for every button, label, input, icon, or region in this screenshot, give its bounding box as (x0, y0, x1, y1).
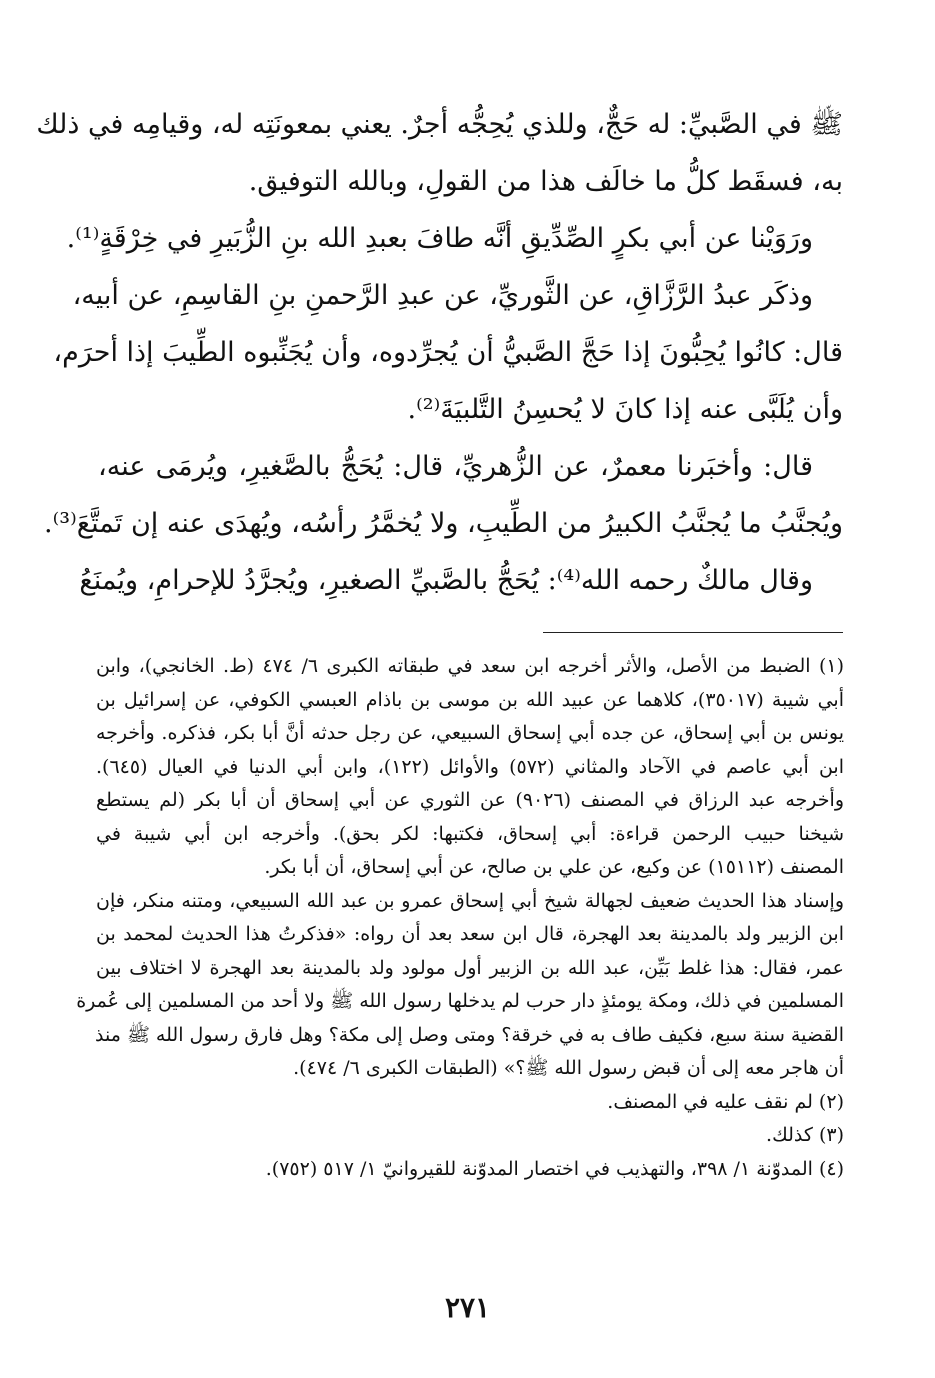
footnote-line: ابن أبي عاصم في الآحاد والمثاني (٥٧٢) والأوائل (١٢٢)، وابن أبي الدنيا في العيال (٦٤٥). (96, 755, 844, 778)
main-text-line: قال: وأخبَرنا معمرٌ، عن الزُّهريِّ، قال: يُحَجُّ بالصَّغيرِ، ويُرمَى عنه، (98, 451, 813, 482)
footnote-line: القضية سنة سبع، فكيف طاف به في خرقة؟ ومتى وصل إلى مكة؟ وهل فارق رسول الله ﷺ منذ (95, 1023, 844, 1046)
main-text-line: به، فسقَط كلُّ ما خالَف هذا من القولِ، وبالله التوفيق. (248, 166, 843, 197)
footnote-line: أبي شيبة (٣٥٠١٧)، كلاهما عن عبيد الله بن موسى بن باذام العبسي الكوفي، عن إسرائيل بن (96, 688, 845, 711)
main-text-line: ويُجنَّبُ ما يُجنَّبُ الكبيرُ من الطِّيبِ، ولا يُخمَّرُ رأسُه، ويُهدَى عنه إن تَمتَّعَ⁽³⁾. (44, 508, 843, 539)
main-text-line: ﷺ في الصَّبيِّ: له حَجٌّ، وللذي يُحِجُّه أجرٌ. يعني بمعونَتِه له، وقيامِه في ذلك (36, 109, 843, 140)
footnotes (76, 650, 845, 1186)
footnote-line: (١) الضبط من الأصل، والأثر أخرجه ابن سعد في طبقاته الكبرى ٦/ ٤٧٤ (ط. الخانجي)، وابن (96, 655, 844, 677)
footnote-divider (543, 632, 843, 633)
footnote-line: المصنف (١٥١١٢) عن وكيع، عن علي بن صالح، عن أبي إسحاق، أن أبا بكر. (264, 856, 844, 878)
footnote-line: (٣) كذلك. (766, 1124, 844, 1146)
footnote-line: وأخرجه عبد الرزاق في المصنف (٩٠٢٦) عن الثوري عن أبي إسحاق أن أبا بكر (لم يستطع (96, 789, 844, 811)
footnote-line: يونس بن أبي إسحاق، عن جده أبي إسحاق السبيعي، عن رجل حدثه أنَّ أبا بكر، فذكره. وأخرجه (96, 722, 844, 744)
footnote-line: وإسناد هذا الحديث ضعيف لجهالة شيخ أبي إسحاق عمرو بن عبد الله السبيعي، ومتنه منكر، فإن (96, 889, 844, 912)
footnote-line: شيخنا حبيب الرحمن قراءة: أبي إسحاق، فكتبها: لكر بحق). وأخرجه ابن أبي شيبة في (96, 822, 844, 845)
main-text-line: ورَوَيْنا عن أبي بكرٍ الصِّدِّيقِ أنَّه طافَ بعبدِ الله بنِ الزُّبَيرِ في خِرْقَةٍ⁽¹⁾. (66, 223, 813, 254)
main-text (36, 96, 843, 609)
footnote-line: المسلمين في ذلك، ومكة يومئذٍ دار حرب لم يدخلها رسول الله ﷺ ولا أحد من المسلمين إلى عُمرة (76, 990, 844, 1012)
footnote-line: ابن الزبير ولد بالمدينة بعد الهجرة، قال ابن سعد بعد أن رواه: «فذكرتُ هذا الحديث لمحمد بن (96, 923, 844, 945)
footnote-line: (٤) المدوّنة ١/ ٣٩٨، والتهذيب في اختصار المدوّنة للقيروانيّ ١/ ٥١٧ (٧٥٢). (265, 1157, 844, 1180)
footnote-line: أن هاجر معه إلى أن قبض رسول الله ﷺ؟» (الطبقات الكبرى ٦/ ٤٧٤). (293, 1057, 844, 1079)
page-number: ٢٧١ (444, 1291, 491, 1324)
main-text-line: قال: كانُوا يُحِبُّونَ إذا حَجَّ الصَّبيُّ أن يُجرِّدوه، وأن يُجَنِّبوه الطِّيبَ إذا أحرَم، (53, 337, 843, 368)
main-text-line: وأن يُلَبَّى عنه إذا كانَ لا يُحسِنُ التَّلبيَةَ⁽²⁾. (407, 394, 843, 425)
main-text-line: وذكَر عبدُ الرَّزَّاقِ، عن الثَّوريِّ، عن عبدِ الرَّحمنِ بنِ القاسِمِ، عن أبيه، (72, 280, 813, 311)
footnote-line: (٢) لم نقف عليه في المصنف. (607, 1090, 844, 1113)
main-text-line: وقال مالكٌ رحمه الله⁽⁴⁾: يُحَجُّ بالصَّبيِّ الصغيرِ، ويُجرَّدُ للإحرامِ، ويُمنَعُ (79, 565, 813, 596)
footnote-line: عمر، فقال: هذا غلط بَيِّن، عبد الله بن الزبير أول مولود ولد بالمدينة بعد الهجرة لا اختلاف بين (96, 956, 844, 979)
